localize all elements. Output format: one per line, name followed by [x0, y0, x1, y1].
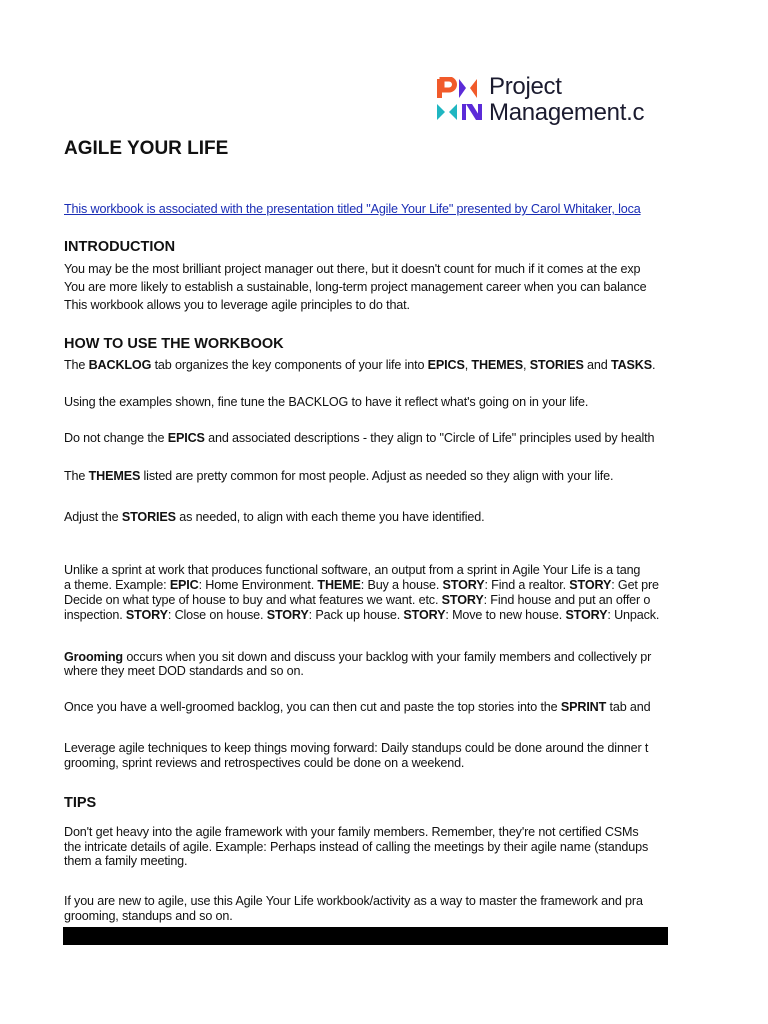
presentation-link[interactable]: This workbook is associated with the presentation titled "Agile Your Life" presented by Carol Whitaker, loca — [64, 202, 641, 216]
intro-heading: INTRODUCTION — [64, 239, 176, 255]
intro-line-3: This workbook allows you to leverage agile principles to do that. — [64, 298, 410, 312]
new-agile-line-2: grooming, standups and so on. — [64, 909, 233, 923]
tips-line-2: the intricate details of agile. Example: Perhaps instead of calling the meetings by their agile name (standups — [64, 840, 649, 854]
backlog-line: The BACKLOG tab organizes the key components of your life into EPICS, THEMES, STORIES and TASKS. — [64, 358, 656, 372]
black-bar — [63, 927, 668, 945]
epics-line: Do not change the EPICS and associated descriptions - they align to "Circle of Life" principles used by health — [64, 431, 655, 445]
logo-line-1: Project — [489, 74, 562, 100]
leverage-line-2: grooming, sprint reviews and retrospectives could be done on a weekend. — [64, 756, 465, 770]
worksheet — [64, 0, 668, 1024]
intro-line-1: You may be the most brilliant project manager out there, but it doesn't count for much if it comes at the exp — [64, 262, 641, 276]
leverage-line-1: Leverage agile techniques to keep things moving forward: Daily standups could be done around the dinner t — [64, 741, 649, 755]
grooming-line-1: Grooming occurs when you sit down and discuss your backlog with your family members and collectively pr — [64, 650, 652, 664]
howto-heading: HOW TO USE THE WORKBOOK — [64, 336, 284, 352]
sprint-para-line-3: Decide on what type of house to buy and what features we want. etc. STORY: Find house and put an offer o — [64, 593, 651, 607]
groomed-line: Once you have a well-groomed backlog, you can then cut and paste the top stories into the SPRINT tab and — [64, 700, 651, 714]
themes-line: The THEMES listed are pretty common for most people. Adjust as needed so they align with your life. — [64, 469, 614, 483]
sprint-para-line-2: a theme. Example: EPIC: Home Environment. THEME: Buy a house. STORY: Find a realtor. STORY: Get pre — [64, 578, 659, 592]
stories-line: Adjust the STORIES as needed, to align with each theme you have identified. — [64, 510, 485, 524]
new-agile-line-1: If you are new to agile, use this Agile Your Life workbook/activity as a way to master the framework and pra — [64, 894, 643, 908]
examples-line: Using the examples shown, fine tune the BACKLOG to have it reflect what's going on in your life. — [64, 395, 589, 409]
tips-heading: TIPS — [64, 795, 97, 811]
page-title: AGILE YOUR LIFE — [64, 138, 229, 159]
sprint-para-line-4: inspection. STORY: Close on house. STORY: Pack up house. STORY: Move to new house. STORY: Unpack. — [64, 608, 660, 622]
tips-line-3: them a family meeting. — [64, 854, 188, 868]
tips-line-1: Don't get heavy into the agile framework with your family members. Remember, they're not certified CSMs — [64, 825, 639, 839]
grooming-line-2: where they meet DOD standards and so on. — [64, 664, 304, 678]
logo-line-2: Management.c — [489, 99, 645, 126]
intro-line-2: You are more likely to establish a sustainable, long-term project management career when you can balance — [64, 280, 647, 294]
sprint-para-line-1: Unlike a sprint at work that produces functional software, an output from a sprint in Agile Your Life is a tang — [64, 563, 641, 577]
